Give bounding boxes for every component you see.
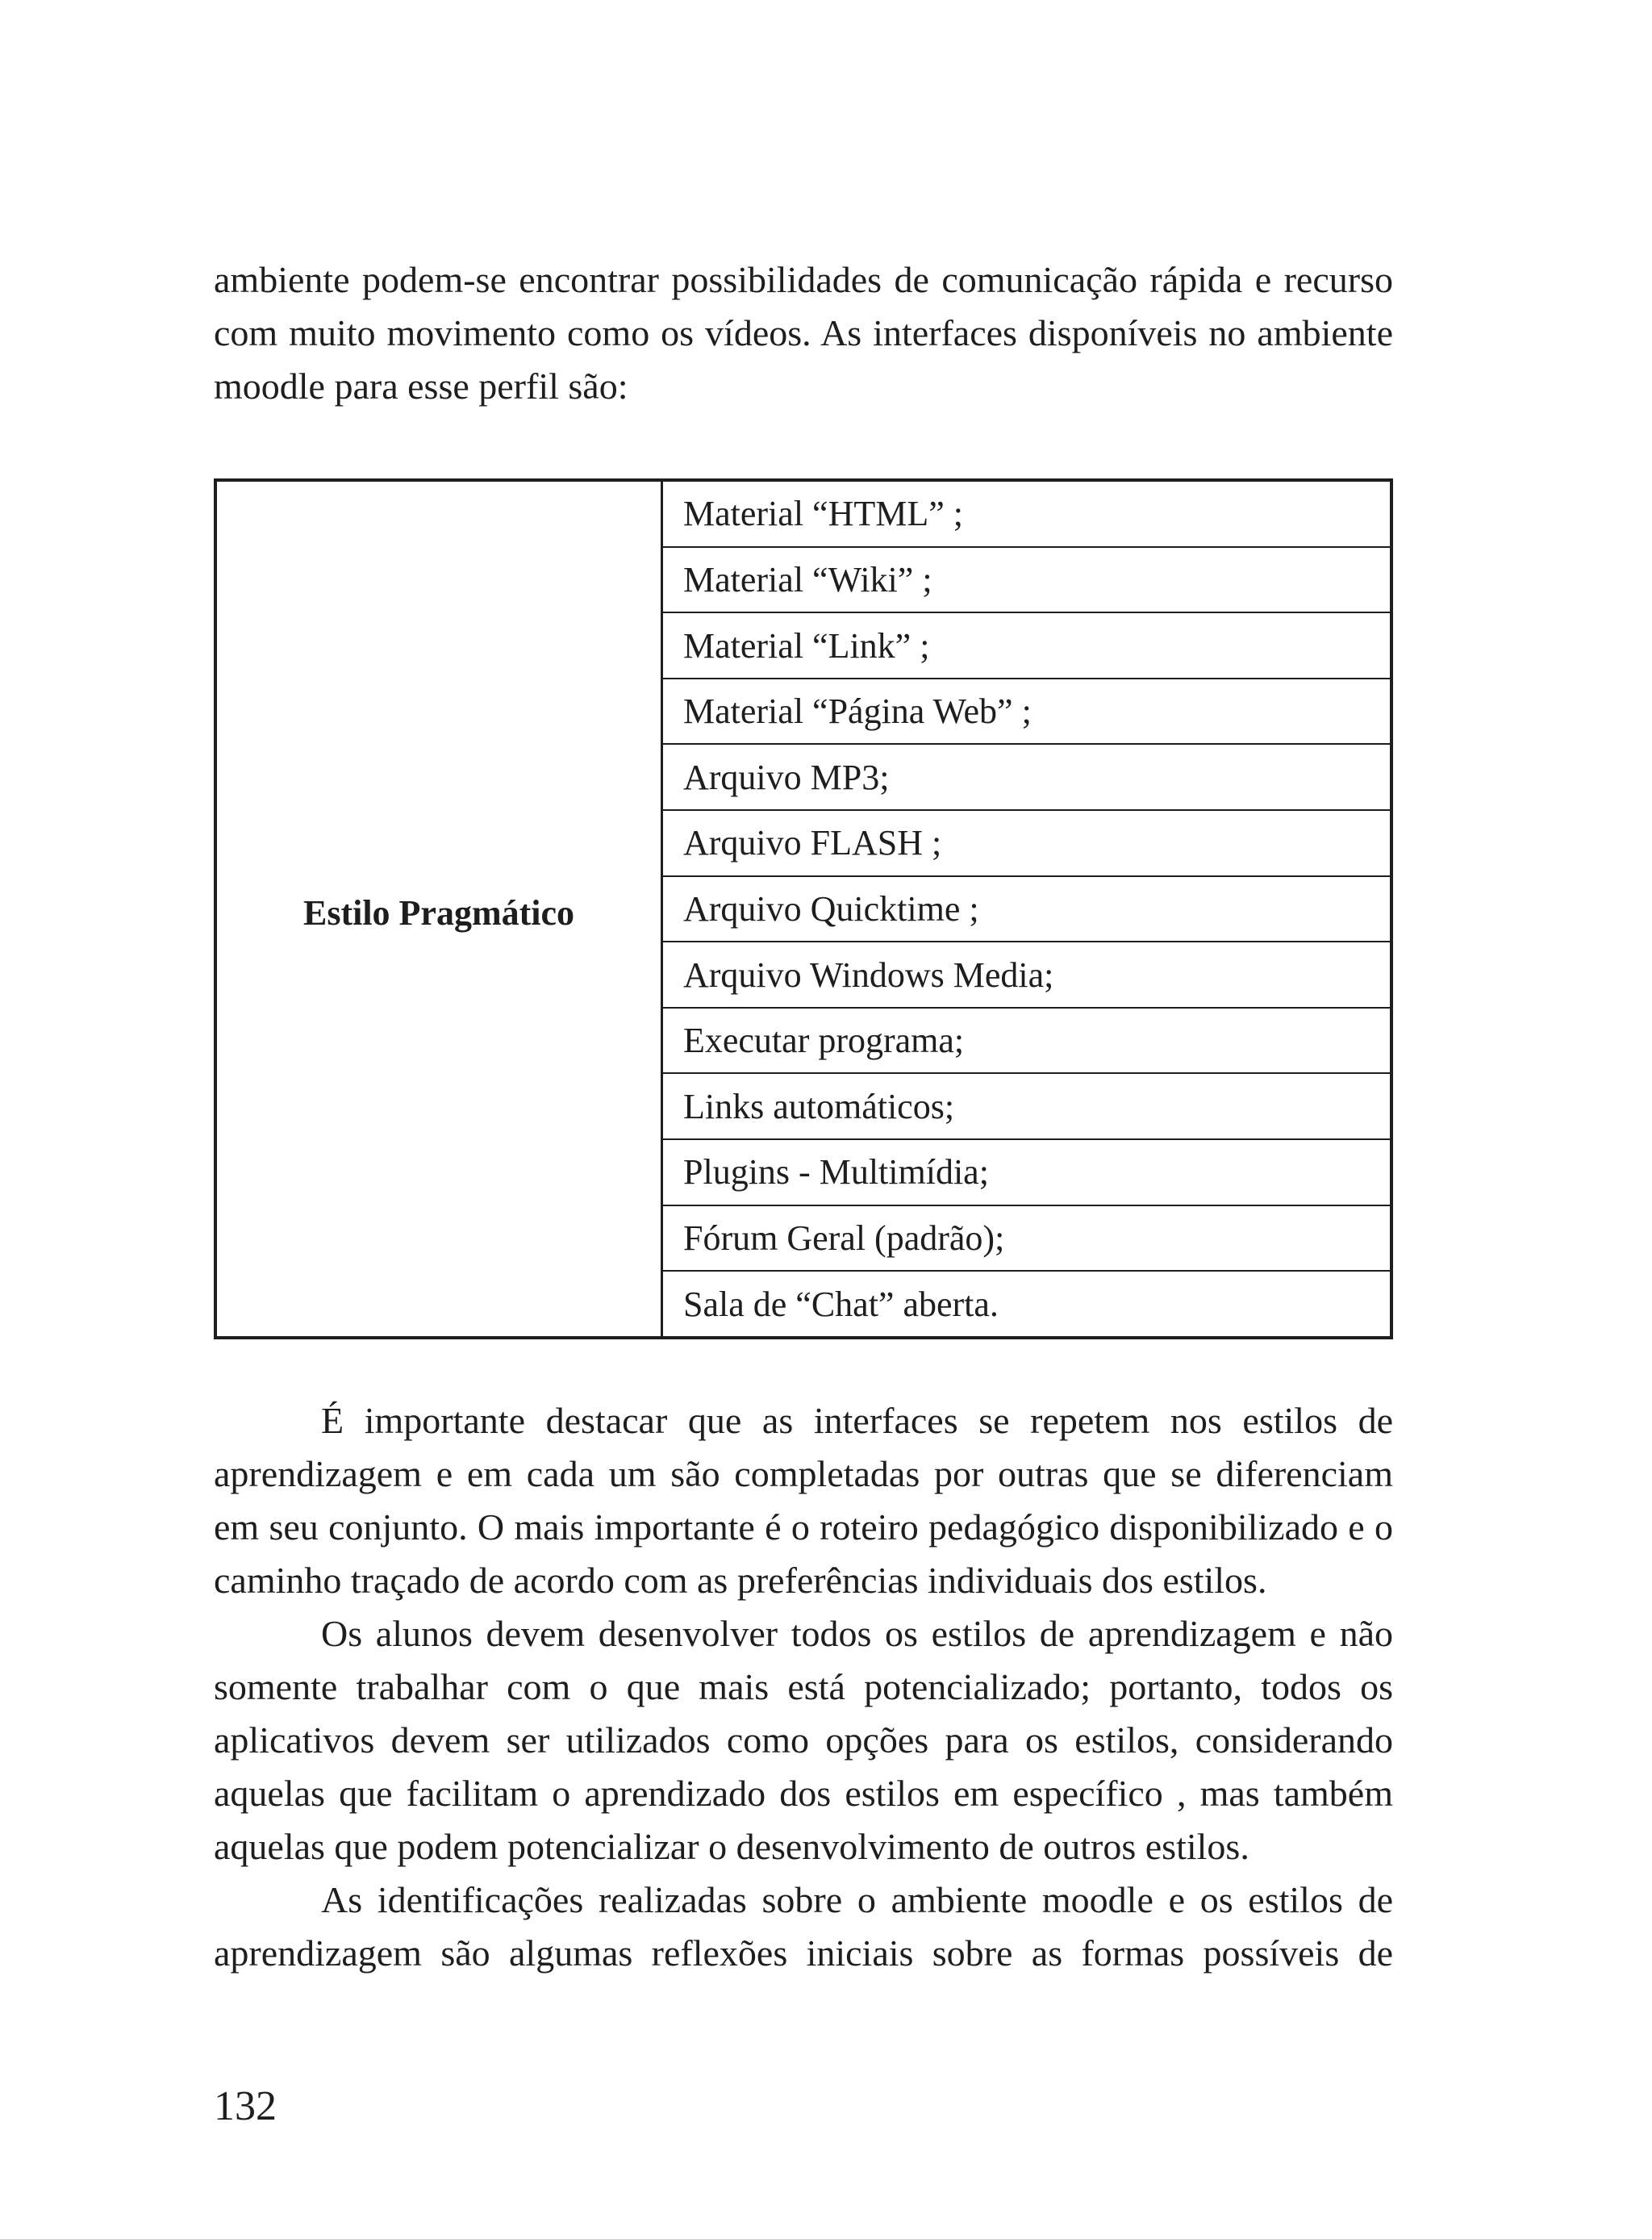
table-row: Material “Link” ; [663,613,1390,679]
interfaces-list [663,482,1390,1336]
style-label-cell: Estilo Pragmático [217,482,663,1336]
table-row: Executar programa; [663,1009,1390,1075]
table-row: Sala de “Chat” aberta. [683,1284,999,1324]
text-line: caminho traçado de acordo com as preferências individuais dos estilos. [214,1560,1267,1601]
text-line: ambiente podem-se encontrar possibilidades de comunicação rápida e recurso [214,259,1393,300]
table-row: Material “Wiki” ; [663,548,1390,614]
table-row: Arquivo FLASH ; [663,811,1390,877]
text-line: com muito movimento como os vídeos. As interfaces disponíveis no ambiente [214,312,1393,353]
interfaces-table [214,478,1393,1339]
table-row: Fórum Geral (padrão); [663,1206,1390,1272]
intro-paragraph [214,253,1393,413]
table-row: Material “Página Web” ; [663,679,1390,746]
text-line: Os alunos devem desenvolver todos os estilos de aprendizagem e não [321,1613,1393,1654]
table-row: Links automáticos; [663,1074,1390,1140]
text-line: aquelas que facilitam o aprendizado dos estilos em específico , mas também [214,1773,1393,1814]
text-line: em seu conjunto. O mais importante é o roteiro pedagógico disponibilizado e o [214,1506,1393,1548]
table-row: Arquivo Windows Media; [663,942,1390,1009]
text-line: É importante destacar que as interfaces se repetem nos estilos de [321,1400,1393,1441]
page-number: 132 [214,2083,277,2129]
text-line: somente trabalhar com o que mais está potencializado; portanto, todos os [214,1666,1393,1707]
text-line: moodle para esse perfil são: [214,366,628,407]
table-row: Arquivo MP3; [663,745,1390,811]
table-row: Plugins - Multimídia; [663,1140,1390,1206]
text-line: As identificações realizadas sobre o ambiente moodle e os estilos de [321,1879,1393,1920]
text-line: aquelas que podem potencializar o desenvolvimento de outros estilos. [214,1826,1249,1867]
text-line: aplicativos devem ser utilizados como opções para os estilos, considerando [214,1719,1393,1761]
text-line: aprendizagem e em cada um são completadas por outras que se diferenciam [214,1453,1393,1494]
text-line: aprendizagem são algumas reflexões iniciais sobre as formas possíveis de [214,1932,1393,1974]
table-row: Material “HTML” ; [663,482,1390,548]
body-paragraphs [214,1394,1393,1980]
table-row: Arquivo Quicktime ; [663,877,1390,943]
